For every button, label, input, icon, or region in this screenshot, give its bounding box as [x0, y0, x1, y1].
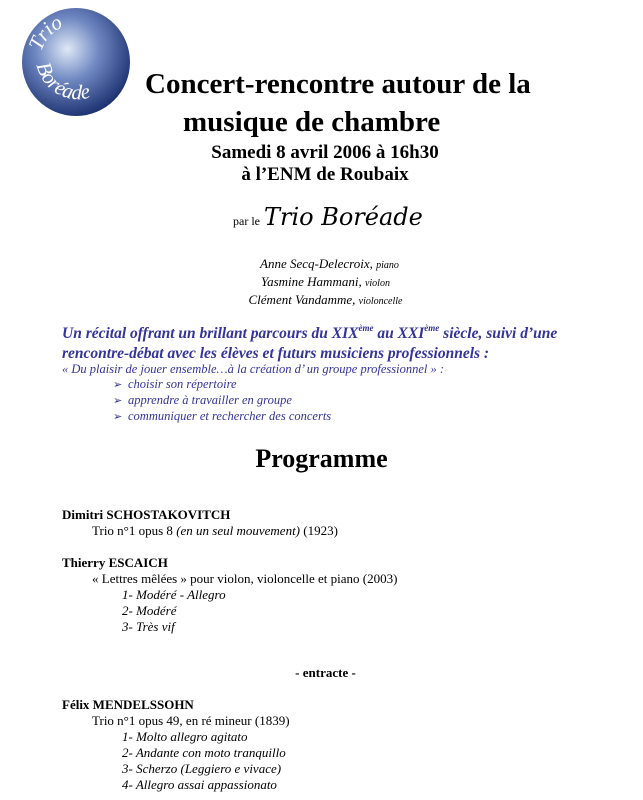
- movement: 2- Modéré: [122, 603, 177, 618]
- work-title-italic: (en un seul mouvement): [176, 523, 301, 538]
- member-name: Yasmine Hammani,: [261, 274, 362, 289]
- work-title: « Lettres mêlées » pour violon, violoncelle et piano (2003): [92, 571, 398, 586]
- superscript-1: ème: [358, 322, 374, 333]
- concert-venue: à l’ENM de Roubaix: [241, 164, 409, 185]
- work-title: Trio n°1 opus 49, en ré mineur (1839): [92, 713, 290, 728]
- work-title-b: (1923): [300, 523, 338, 538]
- movement: 3- Très vif: [122, 619, 175, 634]
- member-instrument: piano: [376, 260, 399, 271]
- logo-text-bottom: Boréade: [31, 58, 92, 105]
- arrow-bullet-icon: ➢: [113, 395, 123, 407]
- member-instrument: violoncelle: [358, 296, 403, 307]
- member-1: [8, 255, 643, 275]
- bullet-text: apprendre à travailler en groupe: [128, 393, 292, 407]
- member-3: [4, 291, 643, 311]
- by-prefix: par le: [233, 214, 260, 228]
- member-name: Anne Secq-Delecroix,: [260, 256, 373, 271]
- composer-name: Dimitri SCHOSTAKOVITCH: [62, 507, 231, 522]
- recital-line-2: rencontre-débat avec les élèves et futurs musiciens professionnels :: [62, 345, 490, 362]
- movement: 1- Molto allegro agitato: [122, 729, 248, 744]
- movement: 1- Modéré - Allegro: [122, 587, 226, 602]
- member-2: [4, 273, 643, 293]
- recital-text-a: Un récital offrant un brillant parcours du XIX: [62, 325, 359, 342]
- logo-text-top: Trio: [23, 9, 67, 54]
- bullet-item-2: [113, 392, 292, 409]
- bullet-text: choisir son répertoire: [128, 377, 237, 391]
- movement: 3- Scherzo (Leggiero e vivace): [122, 761, 282, 776]
- arrow-bullet-icon: ➢: [113, 379, 123, 391]
- intro-quote: « Du plaisir de jouer ensemble…à la création d’ un groupe professionnel » :: [62, 362, 445, 376]
- superscript-2: ème: [424, 322, 440, 333]
- concert-date: Samedi 8 avril 2006 à 16h30: [211, 142, 439, 163]
- intermission: - entracte -: [295, 665, 356, 680]
- recital-text-c: siècle, suivi d’une: [439, 325, 558, 342]
- work-title: [92, 523, 338, 539]
- recital-line-1: [62, 324, 557, 343]
- performer-line: [233, 203, 423, 231]
- work-title-a: Trio n°1 opus 8: [92, 523, 177, 538]
- member-instrument: violon: [364, 278, 390, 289]
- ensemble-name: Trio Boréade: [263, 203, 423, 231]
- bullet-item-3: [113, 408, 331, 425]
- movement: 4- Allegro assai appassionato: [122, 777, 277, 792]
- composer-name: Thierry ESCAICH: [62, 555, 168, 570]
- arrow-bullet-icon: ➢: [113, 411, 123, 423]
- recital-text-b: au XXI: [373, 325, 425, 342]
- movement: 2- Andante con moto tranquillo: [122, 745, 286, 760]
- trio-boreade-logo: [20, 6, 132, 118]
- member-name: Clément Vandamme,: [248, 292, 356, 307]
- programme-heading: Programme: [255, 444, 388, 473]
- title-line-2: musique de chambre: [183, 106, 441, 138]
- composer-name: Félix MENDELSSOHN: [62, 697, 194, 712]
- title-line-1: Concert-rencontre autour de la: [145, 68, 531, 100]
- bullet-item-1: [113, 376, 237, 393]
- bullet-text: communiquer et rechercher des concerts: [128, 409, 332, 423]
